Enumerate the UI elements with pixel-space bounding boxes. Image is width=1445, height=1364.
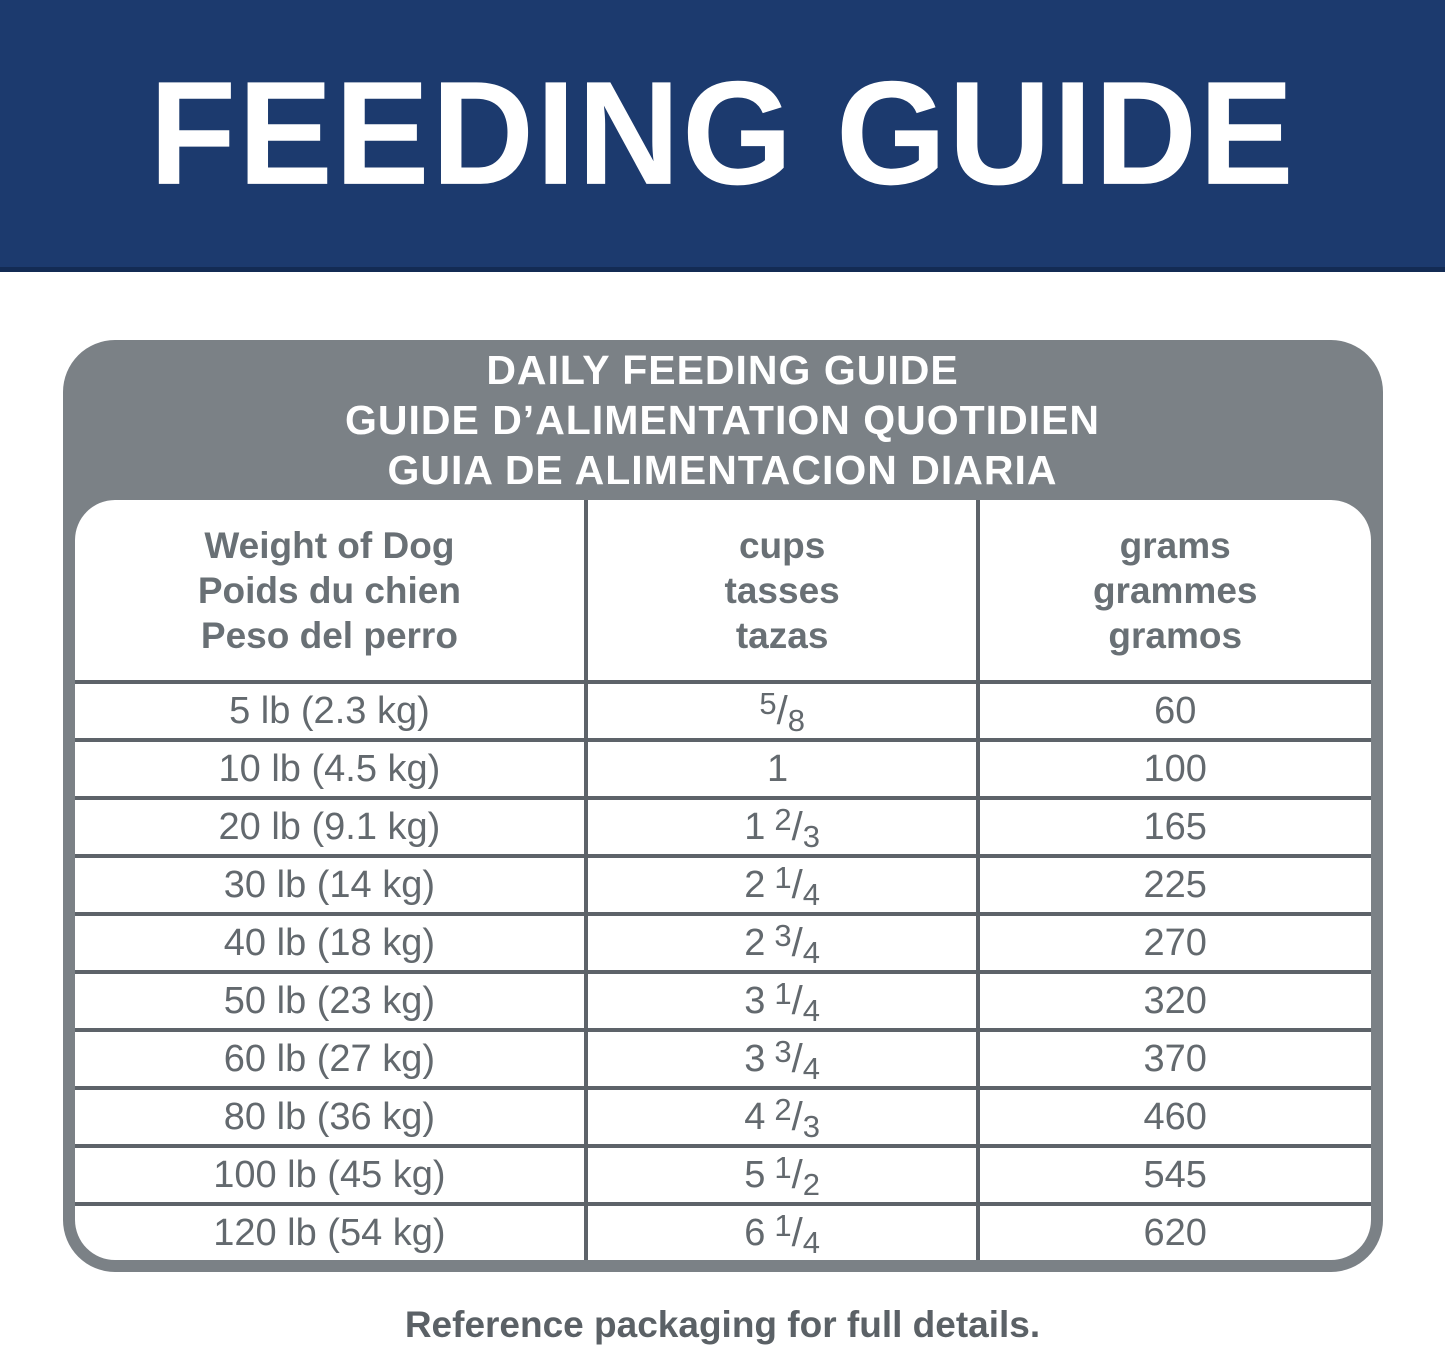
grams-cell: 100 [980, 742, 1371, 796]
cups-whole-number: 2 [744, 921, 766, 964]
cups-fraction: 2 / 3 [774, 1091, 820, 1144]
cups-cell [588, 1090, 976, 1144]
grams-cell: 165 [980, 800, 1371, 854]
cups-cell [588, 974, 976, 1028]
weight-cell: 120 lb (54 kg) [75, 1206, 585, 1260]
grams-cell: 620 [980, 1206, 1371, 1260]
grams-cell: 460 [980, 1090, 1371, 1144]
grams-cell: 270 [980, 916, 1371, 970]
cups-cell [588, 684, 976, 738]
weight-cell: 5 lb (2.3 kg) [75, 684, 585, 738]
cups-fraction: 1 / 2 [774, 1149, 820, 1202]
weight-cell: 10 lb (4.5 kg) [75, 742, 585, 796]
weight-cell: 30 lb (14 kg) [75, 858, 585, 912]
cups-cell [588, 858, 976, 912]
footer-note: Reference packaging for full details. [404, 1304, 1041, 1345]
grams-label-english: grams [1119, 524, 1231, 566]
cups-fraction: 2 / 3 [774, 801, 820, 854]
guide-title-spanish: GUIA DE ALIMENTACION DIARIA [387, 447, 1058, 493]
daily-feeding-guide-card [63, 340, 1383, 1272]
weight-label-english: Weight of Dog [204, 524, 455, 566]
guide-title-french: GUIDE D’ALIMENTATION QUOTIDIEN [344, 397, 1101, 443]
cups-cell [588, 1148, 976, 1202]
weight-cell: 100 lb (45 kg) [75, 1148, 585, 1202]
grams-cell: 545 [980, 1148, 1371, 1202]
cups-whole-number: 6 [744, 1211, 766, 1254]
cups-cell [588, 1032, 976, 1086]
cups-fraction: 1 / 4 [774, 1207, 820, 1260]
cups-cell [588, 916, 976, 970]
cups-whole-number: 4 [744, 1095, 766, 1138]
cups-whole-number: 1 [744, 805, 766, 848]
grams-label-spanish: gramos [1108, 614, 1243, 656]
column-header-grams [980, 500, 1371, 680]
weight-cell: 20 lb (9.1 kg) [75, 800, 585, 854]
column-header-weight [75, 500, 585, 680]
cups-whole-number: 3 [744, 1037, 766, 1080]
grams-cell: 225 [980, 858, 1371, 912]
cups-cell [588, 1206, 976, 1260]
cups-fraction: 5 / 8 [759, 685, 805, 738]
cups-fraction: 1 / 4 [774, 975, 820, 1028]
feeding-table [75, 500, 1371, 1260]
cups-label-english: cups [738, 524, 826, 566]
weight-cell: 80 lb (36 kg) [75, 1090, 585, 1144]
feeding-guide-banner [0, 0, 1445, 272]
cups-whole-number: 5 [744, 1153, 766, 1196]
cups-fraction: 1 / 4 [774, 859, 820, 912]
cups-whole-number: 1 [767, 747, 789, 790]
page-footer [0, 1300, 1445, 1350]
guide-title-english: DAILY FEEDING GUIDE [486, 347, 959, 393]
weight-cell: 40 lb (18 kg) [75, 916, 585, 970]
weight-label-spanish: Peso del perro [200, 614, 458, 656]
weight-label-french: Poids du chien [197, 569, 461, 611]
grams-cell: 370 [980, 1032, 1371, 1086]
weight-cell: 50 lb (23 kg) [75, 974, 585, 1028]
weight-cell: 60 lb (27 kg) [75, 1032, 585, 1086]
cups-cell [588, 742, 976, 796]
column-header-cups [588, 500, 976, 680]
cups-fraction: 3 / 4 [774, 917, 820, 970]
grams-label-french: grammes [1092, 569, 1258, 611]
page-title: FEEDING GUIDE [149, 50, 1296, 216]
cups-fraction: 3 / 4 [774, 1033, 820, 1086]
cups-whole-number: 3 [744, 979, 766, 1022]
cups-whole-number: 2 [744, 863, 766, 906]
grams-cell: 320 [980, 974, 1371, 1028]
cups-label-spanish: tazas [735, 614, 829, 656]
cups-label-french: tasses [724, 569, 840, 611]
guide-card-header [75, 340, 1371, 500]
grams-cell: 60 [980, 684, 1371, 738]
cups-cell [588, 800, 976, 854]
